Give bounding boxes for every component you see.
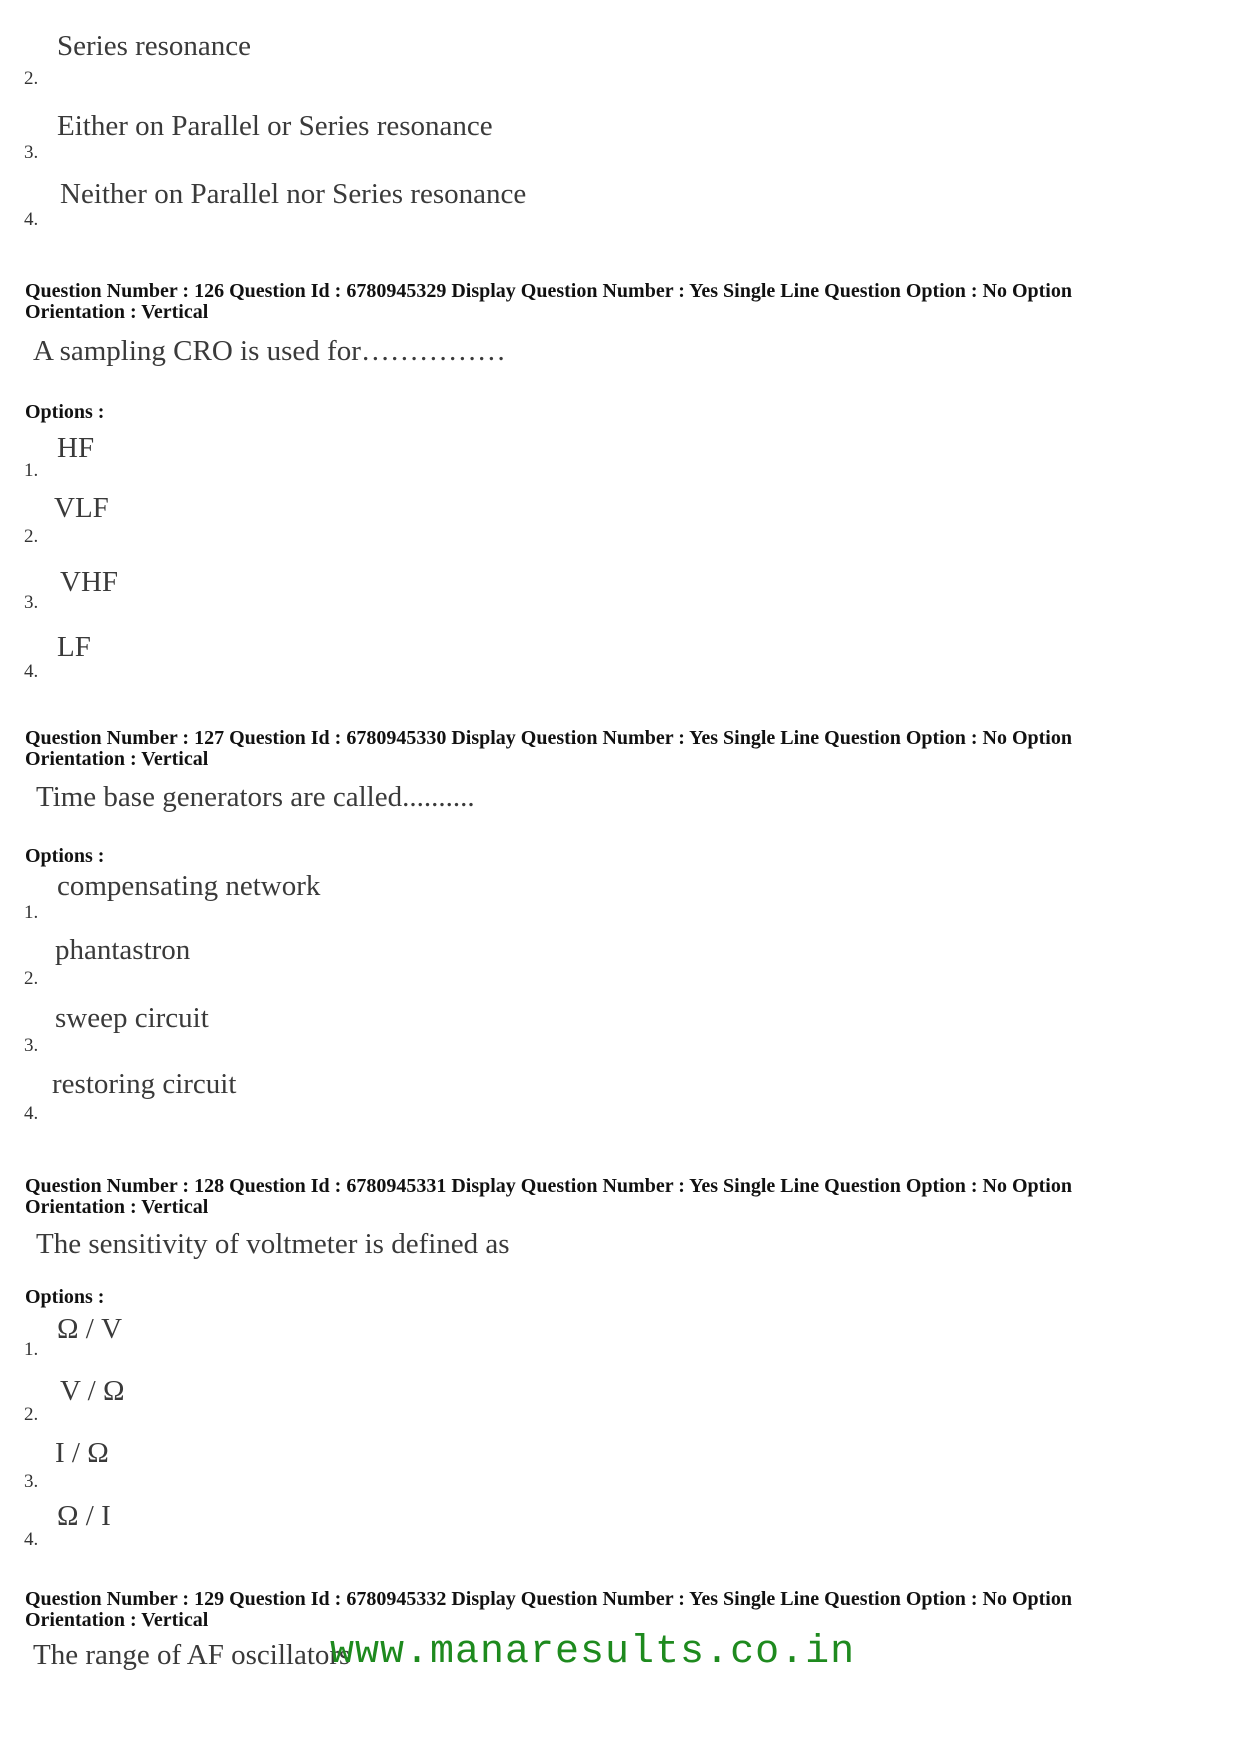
prev-option-text: Neither on Parallel nor Series resonance bbox=[60, 178, 527, 210]
options-heading: Options : bbox=[25, 401, 105, 423]
question-meta-line: Question Number : 127 Question Id : 6780945330 Display Question Number : Yes Single Line Question Option : No Option bbox=[25, 727, 1072, 749]
question-meta-line: Question Number : 128 Question Id : 6780945331 Display Question Number : Yes Single Line Question Option : No Option bbox=[25, 1175, 1072, 1197]
option-text: HF bbox=[57, 432, 95, 464]
question-text: A sampling CRO is used for…………… bbox=[33, 335, 506, 367]
option-number: 1. bbox=[24, 1339, 39, 1360]
option-number: 4. bbox=[24, 661, 39, 682]
option-text: I / Ω bbox=[55, 1437, 109, 1469]
question-text: The range of AF oscillators bbox=[33, 1639, 351, 1671]
question-meta-line: Question Number : 129 Question Id : 6780945332 Display Question Number : Yes Single Line Question Option : No Option bbox=[25, 1588, 1072, 1610]
question-metadata bbox=[25, 1176, 1215, 1218]
option-number: 1. bbox=[24, 902, 39, 923]
option-number: 4. bbox=[24, 1529, 39, 1550]
option-text: VLF bbox=[54, 492, 109, 524]
question-meta-line: Orientation : Vertical bbox=[25, 1196, 209, 1218]
question-text: Time base generators are called.......... bbox=[36, 781, 475, 813]
option-number: 2. bbox=[24, 1404, 39, 1425]
prev-option-number: 4. bbox=[24, 209, 39, 230]
prev-option-text: Series resonance bbox=[57, 30, 252, 62]
question-meta-line: Orientation : Vertical bbox=[25, 748, 209, 770]
option-text: Ω / V bbox=[57, 1313, 123, 1345]
option-text: restoring circuit bbox=[52, 1068, 237, 1100]
options-heading: Options : bbox=[25, 845, 105, 867]
question-metadata bbox=[25, 281, 1215, 323]
option-text: compensating network bbox=[57, 870, 321, 902]
prev-option-text: Either on Parallel or Series resonance bbox=[57, 110, 493, 142]
options-heading: Options : bbox=[25, 1286, 105, 1308]
prev-option-number: 3. bbox=[24, 142, 39, 163]
watermark-url: www.manaresults.co.in bbox=[330, 1630, 856, 1675]
option-number: 3. bbox=[24, 592, 39, 613]
question-meta-line: Orientation : Vertical bbox=[25, 1609, 209, 1631]
option-number: 4. bbox=[24, 1103, 39, 1124]
option-text: VHF bbox=[60, 566, 119, 598]
option-text: V / Ω bbox=[60, 1375, 125, 1407]
option-text: phantastron bbox=[55, 934, 191, 966]
option-number: 1. bbox=[24, 460, 39, 481]
option-text: sweep circuit bbox=[55, 1002, 209, 1034]
question-meta-line: Question Number : 126 Question Id : 6780945329 Display Question Number : Yes Single Line Question Option : No Option bbox=[25, 280, 1072, 302]
question-meta-line: Orientation : Vertical bbox=[25, 301, 209, 323]
option-number: 3. bbox=[24, 1035, 39, 1056]
question-text: The sensitivity of voltmeter is defined as bbox=[36, 1228, 510, 1260]
question-metadata bbox=[25, 1589, 1215, 1631]
option-number: 3. bbox=[24, 1471, 39, 1492]
prev-option-number: 2. bbox=[24, 68, 39, 89]
option-text: LF bbox=[57, 631, 91, 663]
question-metadata bbox=[25, 728, 1215, 770]
option-text: Ω / I bbox=[57, 1500, 111, 1532]
option-number: 2. bbox=[24, 526, 39, 547]
option-number: 2. bbox=[24, 968, 39, 989]
